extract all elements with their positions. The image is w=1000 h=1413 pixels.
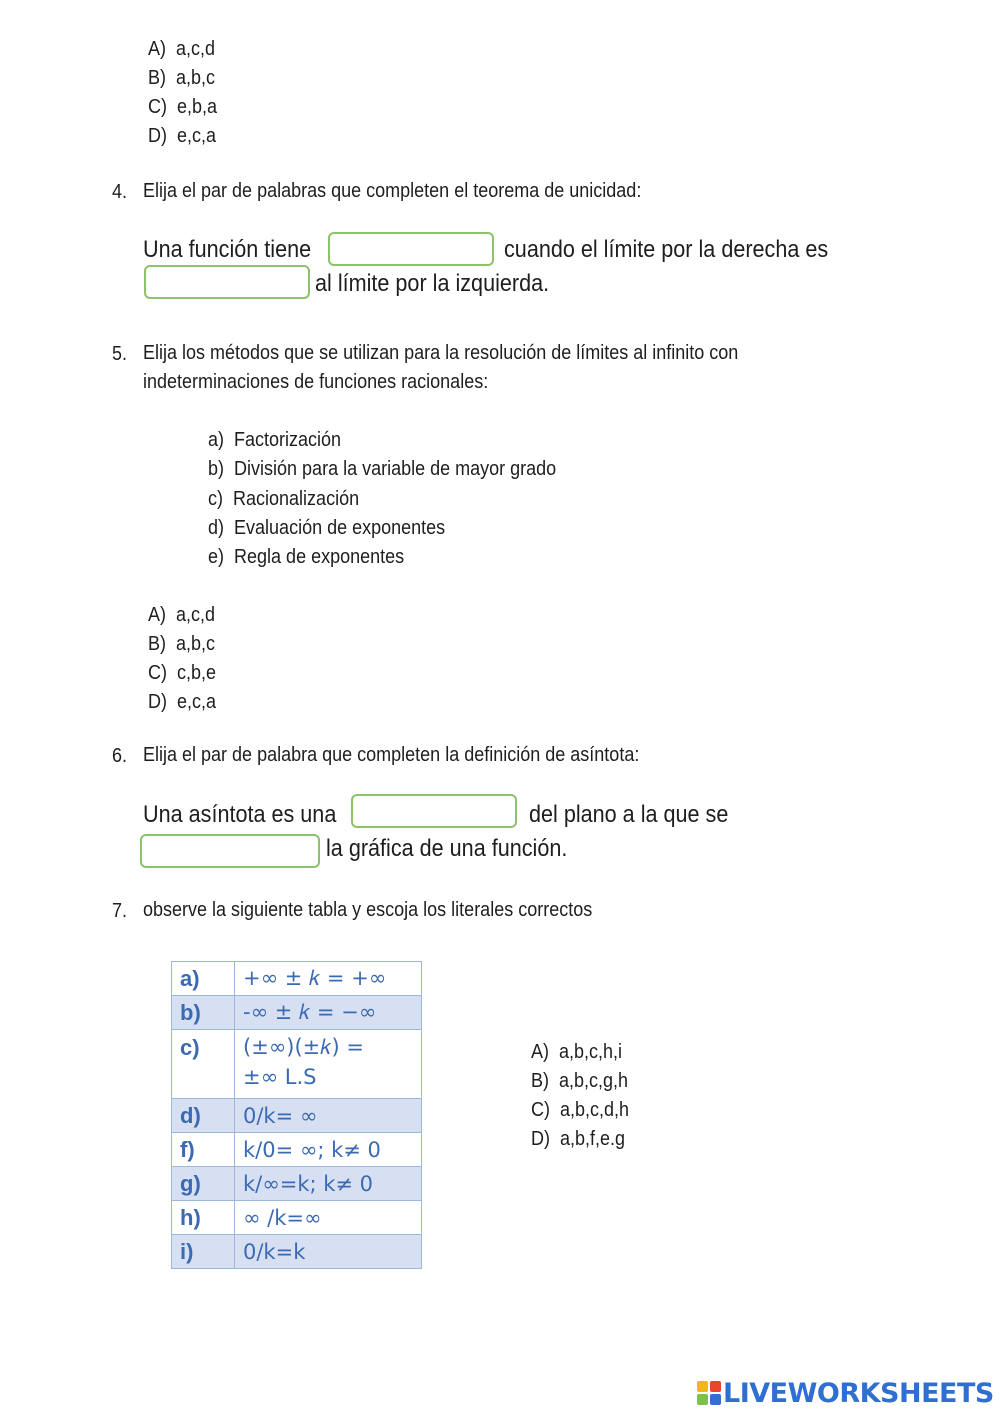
option-a: A) a,c,d	[148, 38, 216, 60]
question-prompt: indeterminaciones de funciones racionales:	[143, 371, 489, 393]
limits-table	[171, 961, 422, 1269]
method-item: a) Factorización	[208, 429, 342, 451]
option-b: B) a,b,c,g,h	[531, 1070, 629, 1092]
row-expression: -∞ ± 𝑘 = −∞	[235, 996, 422, 1030]
sentence-text: al límite por la izquierda.	[315, 270, 550, 297]
table-row	[172, 1030, 422, 1099]
option-d: D) e,c,a	[148, 125, 217, 147]
option-b: B) a,b,c	[148, 67, 216, 89]
table-row	[172, 1099, 422, 1133]
question-number: 7.	[112, 900, 128, 922]
question-number: 6.	[112, 745, 128, 767]
brand-name: LIVEWORKSHEETS	[723, 1378, 994, 1409]
sentence-text: Una función tiene	[143, 236, 312, 263]
answer-blank-2[interactable]	[140, 834, 320, 868]
row-key: a)	[172, 962, 235, 996]
question-prompt: Elija el par de palabras que completen el teorema de unicidad:	[143, 180, 642, 202]
option-a: A) a,c,d	[148, 604, 216, 626]
row-expression: (±∞)(±𝑘) = ±∞ L.S	[235, 1030, 422, 1099]
question-prompt: Elija el par de palabra que completen la definición de asíntota:	[143, 744, 640, 766]
table-row	[172, 996, 422, 1030]
option-c: C) c,b,e	[148, 662, 217, 684]
option-a: A) a,b,c,h,i	[531, 1041, 623, 1063]
table-row	[172, 1235, 422, 1269]
table-row	[172, 962, 422, 996]
row-key: f)	[172, 1133, 235, 1167]
option-c: C) e,b,a	[148, 96, 218, 118]
table-row	[172, 1201, 422, 1235]
row-key: d)	[172, 1099, 235, 1133]
question-prompt: Elija los métodos que se utilizan para la resolución de límites al infinito con	[143, 342, 739, 364]
row-expression: +∞ ± 𝑘 = +∞	[235, 962, 422, 996]
sentence-text: del plano a la que se	[529, 801, 729, 828]
question-number: 5.	[112, 343, 128, 365]
method-item: c) Racionalización	[208, 488, 360, 510]
table-row	[172, 1167, 422, 1201]
sentence-text: cuando el límite por la derecha es	[504, 236, 829, 263]
question-number: 4.	[112, 181, 128, 203]
answer-blank-2[interactable]	[144, 265, 310, 299]
row-expression: k/0= ∞; k≠ 0	[235, 1133, 422, 1167]
option-d: D) a,b,f,e.g	[531, 1128, 626, 1150]
method-item: d) Evaluación de exponentes	[208, 517, 446, 539]
liveworksheets-logo-icon	[697, 1381, 721, 1405]
method-item: b) División para la variable de mayor grado	[208, 458, 557, 480]
option-d: D) e,c,a	[148, 691, 217, 713]
row-expression: 0/k= ∞	[235, 1099, 422, 1133]
method-item: e) Regla de exponentes	[208, 546, 405, 568]
sentence-text: la gráfica de una función.	[326, 835, 568, 862]
table-row	[172, 1133, 422, 1167]
row-expression: ∞ /k=∞	[235, 1201, 422, 1235]
sentence-text: Una asíntota es una	[143, 801, 337, 828]
row-expression: 0/k=k	[235, 1235, 422, 1269]
row-key: h)	[172, 1201, 235, 1235]
option-b: B) a,b,c	[148, 633, 216, 655]
answer-blank-1[interactable]	[328, 232, 494, 266]
row-key: c)	[172, 1030, 235, 1099]
row-key: b)	[172, 996, 235, 1030]
row-key: i)	[172, 1235, 235, 1269]
row-expression: k/∞=k; k≠ 0	[235, 1167, 422, 1201]
row-key: g)	[172, 1167, 235, 1201]
answer-blank-1[interactable]	[351, 794, 517, 828]
question-prompt: observe la siguiente tabla y escoja los literales correctos	[143, 899, 593, 921]
option-c: C) a,b,c,d,h	[531, 1099, 630, 1121]
